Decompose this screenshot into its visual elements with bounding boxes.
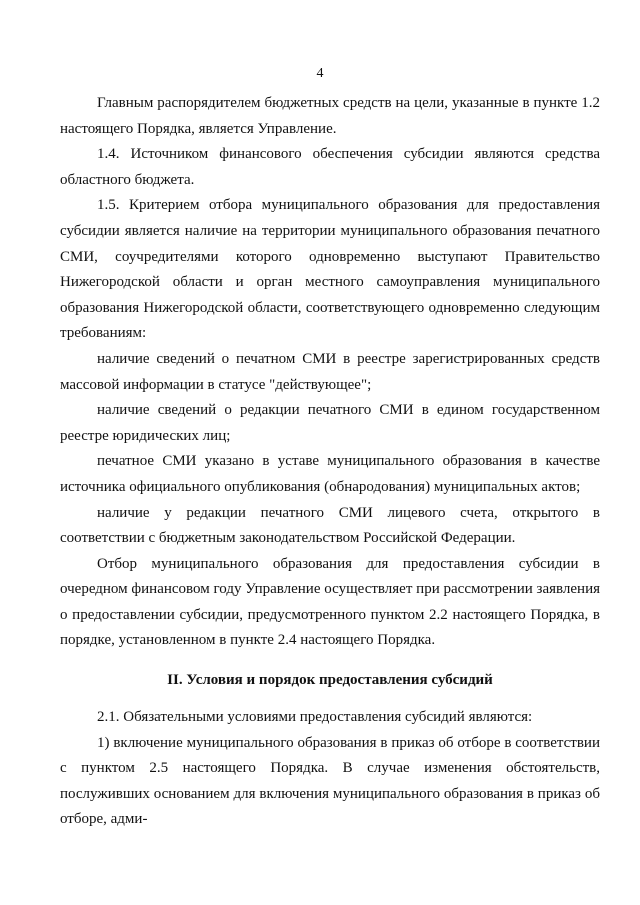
- requirement-legal-entities-registry: наличие сведений о редакции печатного СМИ в едином государственном реестре юридических лиц;: [60, 402, 600, 444]
- requirement-charter-publication-source: печатное СМИ указано в уставе муниципального образования в качестве источника официального опубликования (обнародования) муниципальных актов;: [60, 453, 600, 495]
- paragraph-2-1-mandatory-conditions: 2.1. Обязательными условиями предоставления субсидий являются:: [97, 709, 533, 726]
- page-number: 4: [316, 66, 324, 81]
- page-body: [60, 91, 600, 833]
- requirement-personal-account: наличие у редакции печатного СМИ лицевого счета, открытого в соответствии с бюджетным законодательством Российской Федерации.: [60, 504, 600, 547]
- requirement-media-registry: наличие сведений о печатном СМИ в реестре зарегистрированных средств массовой информации в статусе "действующее";: [60, 350, 600, 393]
- paragraph-1-4-funding-source: 1.4. Источником финансового обеспечения субсидии являются средства областного бюджета.: [60, 146, 600, 188]
- paragraph-chief-budget-manager: Главным распорядителем бюджетных средств на цели, указанные в пункте 1.2 настоящего Порядка, является Управление.: [60, 95, 600, 137]
- paragraph-selection-procedure: Отбор муниципального образования для предоставления субсидии в очередном финансовом году Управление осуществляет при рассмотрении заявления о предоставлении субсидии, предусмотренного пунктом 2.2 настоящего Порядка, в порядке, установленном в пункте 2.4 настоящего Порядка.: [60, 555, 600, 649]
- paragraph-1-5-selection-criterion: 1.5. Критерием отбора муниципального образования для предоставления субсидии является наличие на территории муниципального образования печатного СМИ, соучредителями которого одновременно выступают Правительство Нижегородской области и орган местного самоуправления муниципального образования Нижегородской области, соответствующего одновременно следующим требованиям:: [60, 197, 600, 342]
- section-heading: II. Условия и порядок предоставления субсидий: [167, 672, 493, 689]
- paragraph-condition-1: 1) включение муниципального образования в приказ об отборе в соответствии с пунктом 2.5 настоящего Порядка. В случае изменения обстоятельств, послуживших основанием для включения муниципального образования в приказ об отборе, адми-: [60, 734, 600, 828]
